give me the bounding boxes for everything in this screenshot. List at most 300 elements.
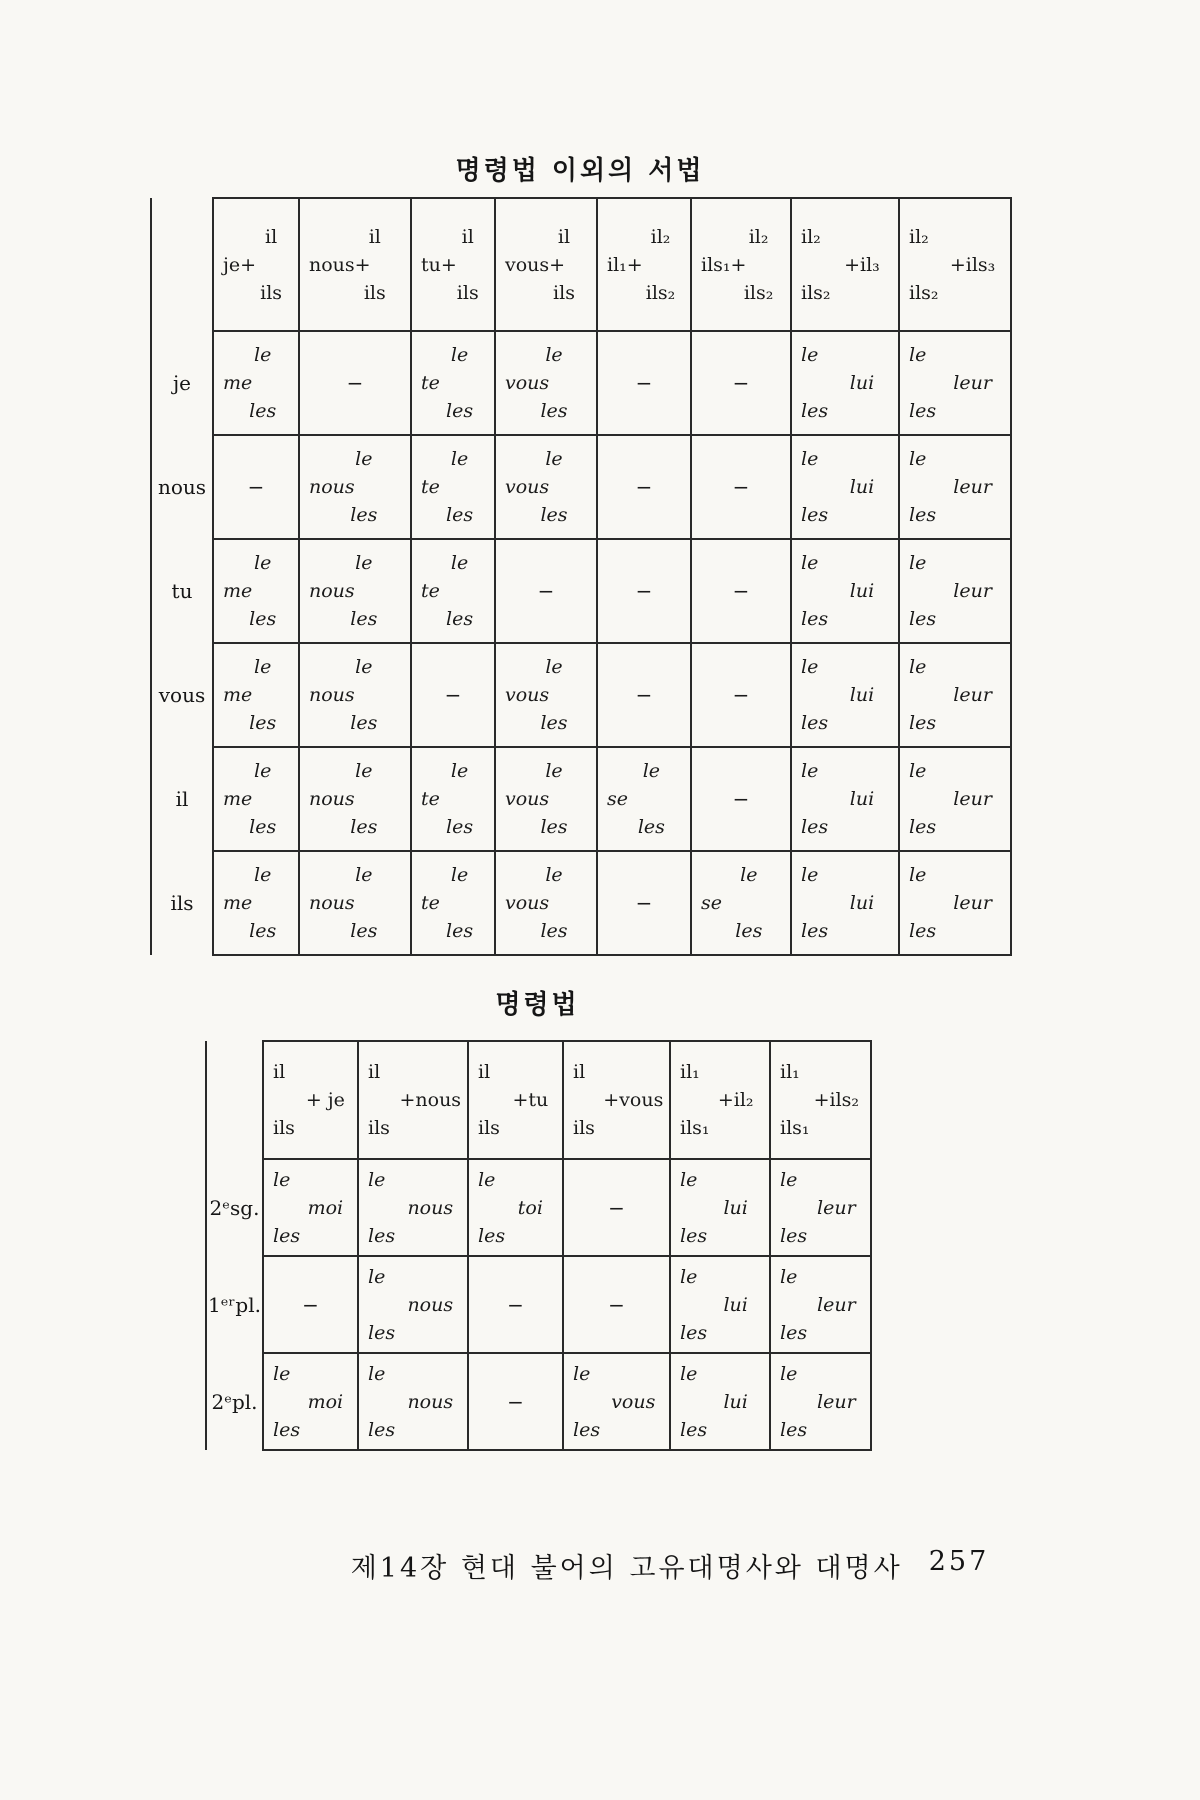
cell-text: les bbox=[446, 400, 474, 422]
data-cell bbox=[411, 747, 495, 851]
row-label: 2ᵉsg. bbox=[206, 1159, 263, 1256]
cell-text: +il₃ bbox=[844, 253, 880, 276]
cell-text: vous bbox=[505, 684, 550, 706]
table1-title: 명령법 이외의 서법 bbox=[455, 156, 705, 186]
cell-text: ils₂ bbox=[909, 281, 939, 304]
cell-text: te bbox=[421, 476, 440, 498]
table-row bbox=[151, 331, 1011, 435]
cell-text: +il₂ bbox=[717, 1089, 754, 1111]
cell-text: ils₁ bbox=[680, 1117, 710, 1139]
data-cell bbox=[691, 435, 791, 539]
cell-text: le bbox=[450, 344, 469, 366]
cell-content bbox=[214, 223, 298, 307]
cell-text: ils bbox=[553, 281, 575, 304]
data-cell bbox=[597, 747, 691, 851]
cell-text: les bbox=[249, 400, 277, 422]
table2 bbox=[205, 1040, 872, 1451]
data-cell bbox=[791, 331, 899, 435]
data-cell bbox=[597, 539, 691, 643]
cell-text: le bbox=[909, 552, 927, 574]
data-cell bbox=[213, 643, 299, 747]
cell-text: il bbox=[368, 1061, 381, 1083]
data-cell bbox=[770, 1159, 871, 1256]
cell-text: les bbox=[680, 1418, 708, 1441]
data-cell bbox=[770, 1256, 871, 1353]
cell-text: les bbox=[540, 400, 568, 422]
data-cell bbox=[411, 851, 495, 955]
cell-text: il₂ bbox=[650, 225, 671, 248]
cell-content bbox=[598, 577, 690, 605]
data-cell bbox=[299, 747, 411, 851]
cell-text: le bbox=[801, 864, 819, 886]
data-cell bbox=[691, 539, 791, 643]
cell-text: le bbox=[450, 552, 469, 574]
dash-mark: − bbox=[608, 1195, 625, 1220]
cell-text: ils bbox=[573, 1117, 595, 1139]
cell-text: le bbox=[801, 448, 819, 470]
cell-text: nous+ bbox=[309, 253, 371, 276]
data-cell bbox=[213, 539, 299, 643]
cell-text: le bbox=[909, 344, 927, 366]
cell-content bbox=[792, 223, 898, 307]
cell-content bbox=[900, 549, 1010, 633]
cell-text: nous bbox=[309, 684, 355, 706]
cell-text: les bbox=[573, 1418, 601, 1441]
cell-text: te bbox=[421, 892, 440, 914]
cell-content bbox=[792, 757, 898, 841]
cell-text: il bbox=[478, 1061, 491, 1083]
data-cell bbox=[597, 435, 691, 539]
cell-text: les bbox=[801, 608, 829, 630]
data-cell bbox=[299, 539, 411, 643]
table-row bbox=[151, 747, 1011, 851]
cell-text: les bbox=[446, 816, 474, 838]
data-cell bbox=[495, 643, 597, 747]
cell-text: te bbox=[421, 580, 440, 602]
cell-text: leur bbox=[953, 788, 992, 810]
cell-text: ils₁+ bbox=[701, 253, 747, 276]
cell-content bbox=[214, 549, 298, 633]
cell-text: ils bbox=[260, 281, 283, 304]
cell-text: nous bbox=[407, 1390, 454, 1413]
cell-content bbox=[564, 1360, 669, 1444]
data-cell bbox=[358, 1256, 468, 1353]
cell-text: il₁ bbox=[680, 1061, 700, 1083]
cell-text: les bbox=[801, 400, 829, 422]
cell-text: leur bbox=[953, 580, 992, 602]
cell-content bbox=[264, 1166, 357, 1250]
cell-text: les bbox=[909, 400, 937, 422]
cell-text: le bbox=[801, 552, 819, 574]
cell-content bbox=[692, 681, 790, 709]
dash-mark: − bbox=[635, 371, 653, 395]
cell-text: les bbox=[273, 1224, 301, 1247]
cell-content bbox=[671, 1360, 769, 1444]
table-row bbox=[151, 851, 1011, 955]
cell-content bbox=[214, 653, 298, 737]
dash-mark: − bbox=[302, 1292, 319, 1317]
cell-content bbox=[496, 445, 596, 529]
cell-text: nous bbox=[309, 788, 355, 810]
data-cell bbox=[299, 331, 411, 435]
cell-text: il bbox=[265, 225, 278, 248]
cell-content bbox=[771, 1263, 870, 1347]
cell-text: le bbox=[909, 760, 927, 782]
dash-mark: − bbox=[444, 683, 462, 707]
row-label: il bbox=[151, 747, 213, 851]
cell-content bbox=[412, 341, 494, 425]
cell-text: les bbox=[540, 504, 568, 526]
data-cell bbox=[597, 643, 691, 747]
data-cell bbox=[670, 1159, 770, 1256]
dash-mark: − bbox=[635, 579, 653, 603]
data-cell bbox=[691, 747, 791, 851]
cell-text: les bbox=[780, 1418, 808, 1441]
cell-content bbox=[792, 653, 898, 737]
header-cell bbox=[263, 1041, 358, 1159]
header-cell bbox=[563, 1041, 670, 1159]
cell-content bbox=[598, 223, 690, 307]
data-cell bbox=[597, 331, 691, 435]
cell-text: le bbox=[273, 1362, 291, 1385]
cell-text: il₁ bbox=[780, 1061, 800, 1083]
cell-text: +ils₃ bbox=[949, 253, 996, 276]
cell-content bbox=[496, 861, 596, 945]
table-header bbox=[151, 198, 1011, 331]
cell-text: le bbox=[478, 1168, 496, 1191]
cell-text: je+ bbox=[223, 253, 257, 276]
cell-text: le bbox=[545, 760, 563, 782]
cell-text: + je bbox=[305, 1089, 345, 1111]
table-row bbox=[206, 1256, 871, 1353]
data-cell bbox=[791, 643, 899, 747]
cell-text: les bbox=[249, 712, 277, 734]
data-cell bbox=[299, 435, 411, 539]
cell-text: lui bbox=[849, 476, 875, 498]
data-cell bbox=[299, 851, 411, 955]
cell-content bbox=[359, 1058, 467, 1142]
cell-content bbox=[412, 445, 494, 529]
data-cell bbox=[899, 643, 1011, 747]
cell-text: les bbox=[909, 712, 937, 734]
cell-text: les bbox=[637, 816, 665, 838]
dash-mark: − bbox=[635, 891, 653, 915]
data-cell bbox=[670, 1256, 770, 1353]
cell-text: les bbox=[446, 504, 474, 526]
cell-text: les bbox=[780, 1224, 808, 1247]
cell-content bbox=[671, 1058, 769, 1142]
data-cell bbox=[495, 539, 597, 643]
cell-text: les bbox=[801, 712, 829, 734]
cell-content bbox=[214, 861, 298, 945]
cell-text: les bbox=[368, 1321, 396, 1344]
cell-content bbox=[300, 549, 410, 633]
chapter-title: 제14장 현대 불어의 고유대명사와 대명사 bbox=[350, 1553, 903, 1584]
data-cell bbox=[495, 435, 597, 539]
header-row bbox=[151, 198, 1011, 331]
cell-text: le bbox=[450, 864, 469, 886]
cell-content bbox=[564, 1058, 669, 1142]
data-cell bbox=[263, 1159, 358, 1256]
data-cell bbox=[495, 851, 597, 955]
data-cell bbox=[468, 1256, 563, 1353]
header-cell bbox=[213, 198, 299, 331]
cell-content bbox=[412, 549, 494, 633]
data-cell bbox=[691, 643, 791, 747]
cell-text: le bbox=[780, 1168, 798, 1191]
data-cell bbox=[899, 435, 1011, 539]
cell-content bbox=[496, 653, 596, 737]
cell-text: le bbox=[545, 344, 563, 366]
cell-text: le bbox=[780, 1362, 798, 1385]
cell-text: lui bbox=[723, 1196, 748, 1219]
cell-text: le bbox=[642, 760, 661, 782]
cell-content bbox=[264, 1360, 357, 1444]
cell-text: le bbox=[254, 344, 272, 366]
cell-text: le bbox=[273, 1168, 291, 1191]
cell-content bbox=[469, 1388, 562, 1416]
cell-text: les bbox=[680, 1224, 708, 1247]
cell-content bbox=[771, 1360, 870, 1444]
cell-text: ils bbox=[478, 1117, 500, 1139]
cell-content bbox=[300, 223, 410, 307]
cell-content bbox=[900, 757, 1010, 841]
cell-text: me bbox=[223, 684, 253, 706]
cell-text: le bbox=[801, 656, 819, 678]
cell-text: vous+ bbox=[505, 253, 566, 276]
cell-text: le bbox=[355, 864, 373, 886]
cell-content bbox=[412, 861, 494, 945]
data-cell bbox=[213, 435, 299, 539]
cell-text: les bbox=[446, 920, 474, 942]
table-body bbox=[151, 331, 1011, 955]
cell-content bbox=[792, 549, 898, 633]
cell-text: le bbox=[355, 552, 373, 574]
cell-text: ils₂ bbox=[743, 281, 774, 304]
cell-text: +ils₂ bbox=[813, 1089, 860, 1111]
cell-text: lui bbox=[723, 1390, 748, 1413]
header-cell bbox=[899, 198, 1011, 331]
dash-mark: − bbox=[507, 1292, 524, 1317]
cell-content bbox=[598, 757, 690, 841]
header-cell bbox=[495, 198, 597, 331]
data-cell bbox=[791, 435, 899, 539]
cell-text: ils bbox=[273, 1117, 295, 1139]
cell-text: +tu bbox=[512, 1089, 549, 1111]
data-cell bbox=[770, 1353, 871, 1450]
cell-text: se bbox=[607, 788, 628, 810]
data-cell bbox=[411, 435, 495, 539]
data-cell bbox=[670, 1353, 770, 1450]
cell-text: les bbox=[249, 816, 277, 838]
row-label: 1ᵉʳpl. bbox=[206, 1256, 263, 1353]
cell-text: les bbox=[909, 920, 937, 942]
page-number: 257 bbox=[928, 1546, 990, 1577]
row-label: vous bbox=[151, 643, 213, 747]
data-cell bbox=[791, 851, 899, 955]
cell-content bbox=[692, 369, 790, 397]
table1 bbox=[150, 197, 1012, 956]
header-cell bbox=[597, 198, 691, 331]
cell-content bbox=[598, 889, 690, 917]
cell-content bbox=[469, 1291, 562, 1319]
cell-content bbox=[214, 473, 298, 501]
cell-text: le bbox=[254, 864, 272, 886]
cell-content bbox=[771, 1058, 870, 1142]
cell-text: il₂ bbox=[748, 225, 769, 248]
dash-mark: − bbox=[732, 475, 750, 499]
dash-mark: − bbox=[732, 371, 750, 395]
cell-content bbox=[412, 223, 494, 307]
cell-text: vous bbox=[505, 372, 550, 394]
cell-text: les bbox=[735, 920, 763, 942]
data-cell bbox=[899, 331, 1011, 435]
cell-text: lui bbox=[723, 1293, 748, 1316]
cell-text: le bbox=[680, 1168, 698, 1191]
header-row bbox=[206, 1041, 871, 1159]
dash-mark: − bbox=[635, 475, 653, 499]
cell-content bbox=[792, 341, 898, 425]
cell-content bbox=[496, 577, 596, 605]
cell-text: te bbox=[421, 372, 440, 394]
cell-text: vous bbox=[505, 788, 550, 810]
cell-text: lui bbox=[849, 372, 875, 394]
cell-content bbox=[900, 653, 1010, 737]
cell-text: les bbox=[446, 608, 474, 630]
cell-content bbox=[359, 1263, 467, 1347]
cell-content bbox=[264, 1291, 357, 1319]
header-cell bbox=[770, 1041, 871, 1159]
cell-text: tu+ bbox=[421, 253, 457, 276]
data-cell bbox=[597, 851, 691, 955]
cell-text: il₂ bbox=[909, 225, 929, 248]
cell-content bbox=[771, 1166, 870, 1250]
cell-text: leur bbox=[953, 684, 992, 706]
cell-text: le bbox=[254, 552, 272, 574]
cell-content bbox=[692, 861, 790, 945]
header-cell bbox=[299, 198, 411, 331]
cell-text: leur bbox=[817, 1390, 856, 1413]
cell-text: lui bbox=[849, 580, 875, 602]
cell-text: les bbox=[249, 920, 277, 942]
data-cell bbox=[468, 1353, 563, 1450]
cell-content bbox=[300, 445, 410, 529]
dash-mark: − bbox=[732, 683, 750, 707]
cell-content bbox=[900, 223, 1010, 307]
cell-content bbox=[496, 223, 596, 307]
cell-text: ils bbox=[363, 281, 386, 304]
cell-text: toi bbox=[517, 1196, 543, 1219]
cell-text: me bbox=[223, 372, 253, 394]
cell-text: le bbox=[573, 1362, 591, 1385]
cell-text: me bbox=[223, 892, 253, 914]
cell-text: il bbox=[368, 225, 381, 248]
cell-content bbox=[300, 757, 410, 841]
cell-text: nous bbox=[407, 1196, 454, 1219]
dash-mark: − bbox=[635, 683, 653, 707]
cell-content bbox=[359, 1360, 467, 1444]
data-cell bbox=[263, 1353, 358, 1450]
cell-content bbox=[792, 445, 898, 529]
header-cell bbox=[468, 1041, 563, 1159]
cell-text: le bbox=[780, 1265, 798, 1288]
cell-text: le bbox=[368, 1265, 386, 1288]
cell-content bbox=[671, 1166, 769, 1250]
cell-text: les bbox=[478, 1224, 506, 1247]
cell-text: il bbox=[557, 225, 571, 248]
dash-mark: − bbox=[732, 579, 750, 603]
cell-content bbox=[412, 757, 494, 841]
table-header bbox=[206, 1041, 871, 1159]
cell-content bbox=[598, 369, 690, 397]
cell-text: il bbox=[573, 1061, 586, 1083]
cell-text: les bbox=[801, 504, 829, 526]
header-cell bbox=[670, 1041, 770, 1159]
cell-text: les bbox=[909, 608, 937, 630]
cell-content bbox=[300, 369, 410, 397]
cell-text: les bbox=[273, 1418, 301, 1441]
data-cell bbox=[563, 1256, 670, 1353]
data-cell bbox=[263, 1256, 358, 1353]
cell-text: nous bbox=[309, 892, 355, 914]
cell-content bbox=[469, 1058, 562, 1142]
data-cell bbox=[213, 747, 299, 851]
corner-cell bbox=[151, 198, 213, 331]
cell-content bbox=[671, 1263, 769, 1347]
cell-text: vous bbox=[611, 1390, 656, 1413]
table-body bbox=[206, 1159, 871, 1450]
cell-text: le bbox=[801, 760, 819, 782]
cell-text: ils bbox=[456, 281, 479, 304]
corner-cell bbox=[206, 1041, 263, 1159]
data-cell bbox=[495, 747, 597, 851]
data-cell bbox=[691, 331, 791, 435]
cell-text: les bbox=[801, 920, 829, 942]
dash-mark: − bbox=[608, 1292, 625, 1317]
header-cell bbox=[358, 1041, 468, 1159]
cell-content bbox=[359, 1166, 467, 1250]
cell-content bbox=[598, 473, 690, 501]
cell-text: le bbox=[545, 448, 563, 470]
cell-text: le bbox=[680, 1265, 698, 1288]
header-cell bbox=[411, 198, 495, 331]
dash-mark: − bbox=[537, 579, 555, 603]
cell-content bbox=[264, 1058, 357, 1142]
cell-text: ils₂ bbox=[645, 281, 676, 304]
cell-text: ils₂ bbox=[801, 281, 831, 304]
cell-text: leur bbox=[953, 372, 992, 394]
cell-text: les bbox=[780, 1321, 808, 1344]
cell-text: +nous bbox=[399, 1089, 462, 1111]
cell-content bbox=[692, 223, 790, 307]
cell-text: leur bbox=[817, 1293, 856, 1316]
data-cell bbox=[899, 539, 1011, 643]
cell-text: les bbox=[540, 816, 568, 838]
data-cell bbox=[495, 331, 597, 435]
cell-content bbox=[496, 341, 596, 425]
data-cell bbox=[468, 1159, 563, 1256]
dash-mark: − bbox=[507, 1389, 524, 1414]
data-cell bbox=[791, 747, 899, 851]
cell-content bbox=[692, 577, 790, 605]
cell-content bbox=[214, 757, 298, 841]
data-cell bbox=[563, 1353, 670, 1450]
cell-text: les bbox=[909, 816, 937, 838]
cell-text: lui bbox=[849, 684, 875, 706]
cell-content bbox=[412, 681, 494, 709]
cell-text: me bbox=[223, 788, 253, 810]
row-label: tu bbox=[151, 539, 213, 643]
